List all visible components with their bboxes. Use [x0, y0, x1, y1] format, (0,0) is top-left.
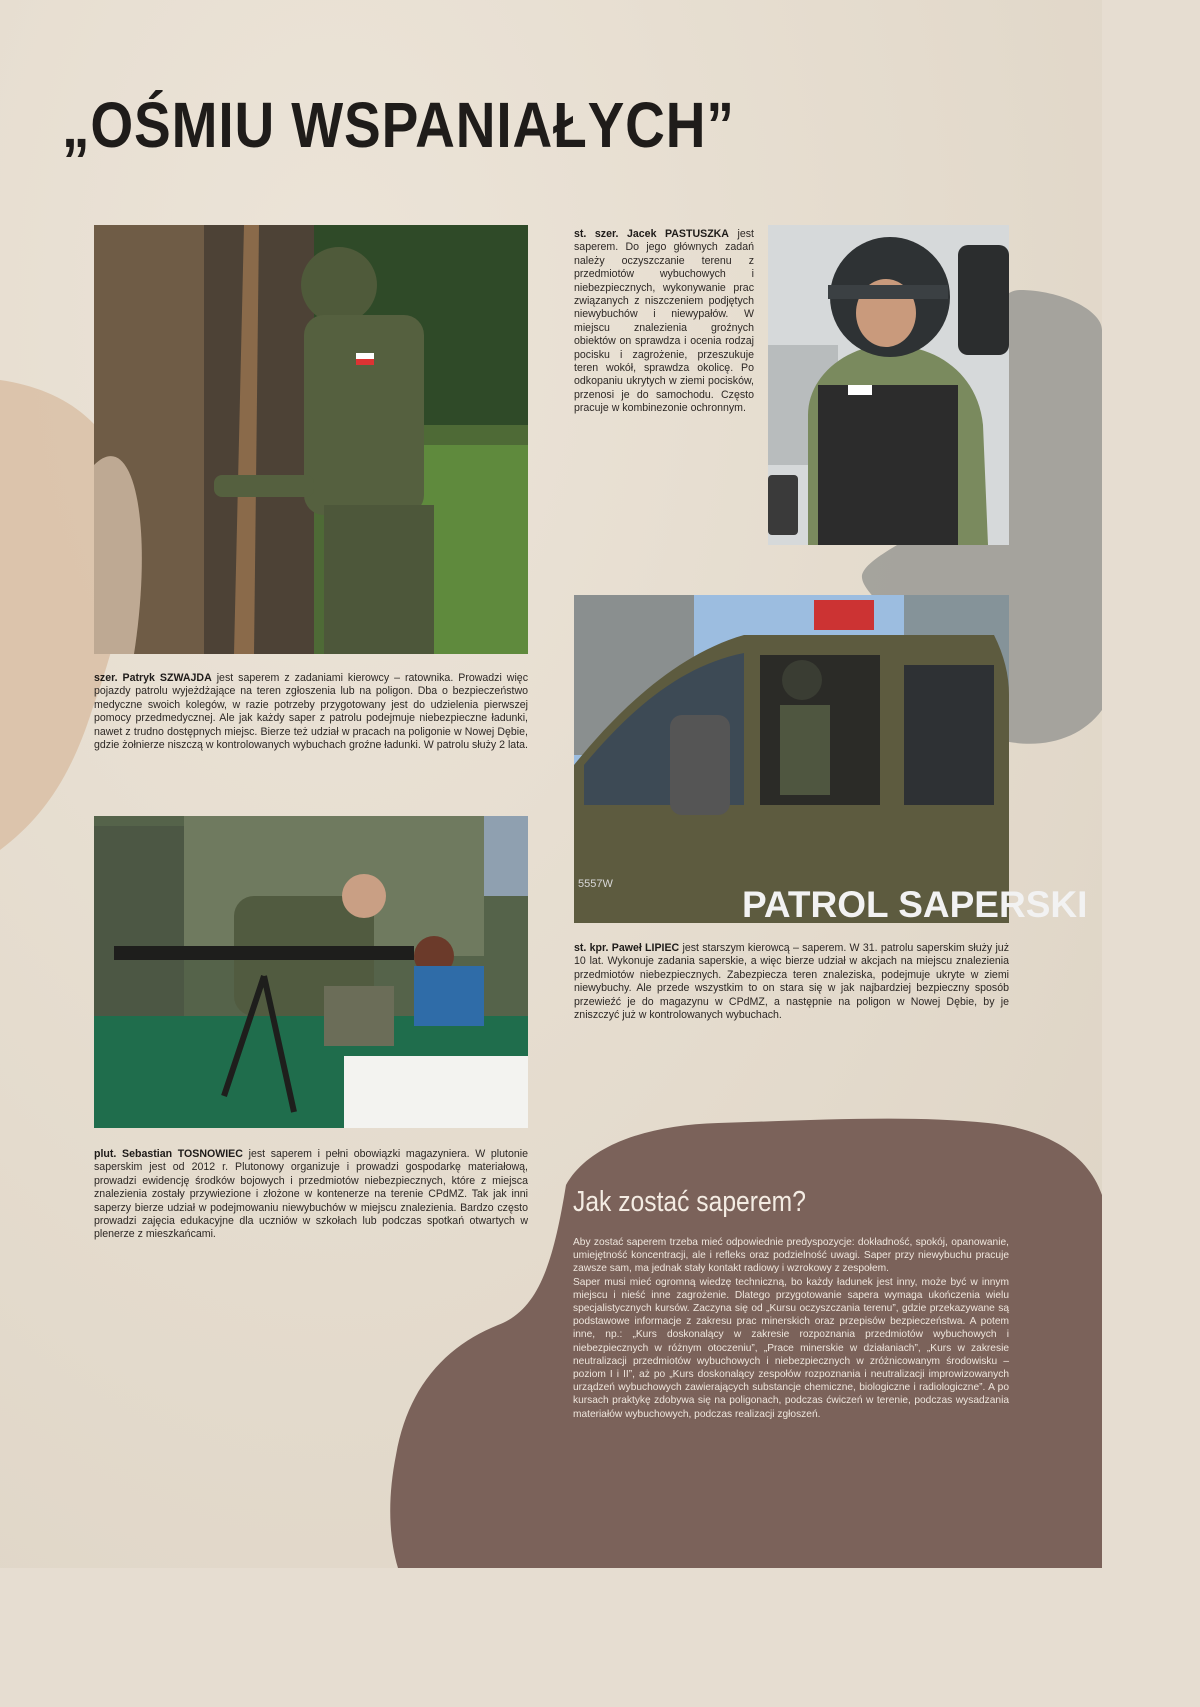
- photo-weapon-demo: [94, 816, 528, 1128]
- howto-heading: Jak zostać saperem?: [573, 1186, 806, 1218]
- howto-body: [573, 1236, 1009, 1421]
- howto-paragraph: Aby zostać saperem trzeba mieć odpowiednie predyspozycje: dokładność, spokój, opanowanie, umiejętność koncentracji, ale i refleks oraz podzielność uwagi. Saper przy niewybuchu pracuje zawsze sam, ma jednak stały kontakt radiowy i wzrokowy z zespołem.: [573, 1237, 1009, 1275]
- van-plate: 5557W: [578, 878, 613, 890]
- bio-text: jest saperem i pełni obowiązki magazyniera. W plutonie saperskim jest od 2012 r. Plutonowy organizuje i prowadzi gospodarkę materiałową, prowadzi ewidencję środków bojowych i przedmiotów niebezpiecznych, które z miejsca znalezienia zostały przywiezione i złożone w kontenerze na terenie CPdMZ. Tak jak inni saperzy bierze udział w podejmowaniu niewybuchów w miejscu znalezienia. Bardzo często prowadzi zajęcia edukacyjne dla uczniów w szkołach lub podczas spotkań otwartych w plenerze z mieszkańcami.: [94, 1148, 528, 1241]
- howto-paragraph: Saper musi mieć ogromną wiedzę techniczną, bo każdy ładunek jest inny, może być w innym miejscu i nieść inne zagrożenie. Dlatego przygotowanie sapera wymaga ukończenia wielu specjalistycznych kursów. Zaczyna się od „Kursu oczyszczania terenu”, gdzie przekazywane są podstawowe informacje z zakresu prac minerskich oraz przepisów bezpieczeństwa. A potem inne, np.: „Kurs doskonalący w zakresie rozpoznania przedmiotów wybuchowych i niebezpiecznych w różnym otoczeniu”, „Prace minerskie w działaniach”, „Kurs w zakresie neutralizacji przedmiotów wybuchowych i niebezpiecznych w zróżnicowanym środowisku – poziom I i II”, aż po „Kurs doskonalący zespołów rozpoznania i neutralizacji improwizowanych urządzeń wybuchowych zawierających substancje chemiczne, biologiczne i radiologiczne”. A po kursach praktykę zdobywa się na poligonach, podczas ćwiczeń w terenie, podczas wysadzania materiałów wybuchowych, podczas realizacji zgłoszeń.: [573, 1276, 1009, 1420]
- van-lettering: PATROL SAPERSKI: [742, 884, 1088, 925]
- bio-text: jest saperem z zadaniami kierowcy – ratownika. Prowadzi więc pojazdy patrolu wyjeżdżające na teren zgłoszenia lub na poligon. Dba o bezpieczeństwo medyczne swoich kolegów, w razie potrzeby przygotowany jest do udzielenia pierwszej pomocy przedmedycznej. Ale jak każdy saper z patrolu podejmuje niebezpieczne ładunki, nawet z trudno dostępnych miejsc. Bierze też udział w pracach na poligonie w Nowej Dębie, gdzie żołnierze niszczą w kontrolowanych wybuchach groźne ładunki. W patrolu służy 2 lata.: [94, 672, 528, 752]
- bio-name: st. kpr. Paweł LIPIEC: [574, 942, 680, 954]
- bio-lipiec: [574, 942, 1009, 1022]
- photo-soldier-woods: [94, 225, 528, 654]
- bio-text: jest saperem. Do jego głównych zadań należy oczyszczanie terenu z przedmiotów wybuchowych i niebezpiecznych, wykonywanie prac związanych z niszczeniem podjętych niewybuchów i niewypałów. W miejscu znalezienia groźnych obiektów on sprawdza i ocenia rodzaj pocisku i zagrożenie, przeszukuje teren wokół, sprawdza okolicę. Po odkopaniu ukrytych w ziemi pocisków, przenosi je do samochodu. Często pracuje w kombinezonie ochronnym.: [574, 228, 754, 415]
- bio-szwajda: [94, 672, 528, 752]
- bio-name: st. szer. Jacek PASTUSZKA: [574, 228, 729, 240]
- bio-pastuszka: [574, 228, 754, 416]
- bio-name: plut. Sebastian TOSNOWIEC: [94, 1148, 243, 1160]
- page-title: „OŚMIU WSPANIAŁYCH”: [62, 89, 735, 161]
- bio-text: jest starszym kierowcą – saperem. W 31. patrolu saperskim służy już 10 lat. Wykonuje zadania saperskie, a więc bierze udział w akcjach na miejscu znalezienia przedmiotów niebezpiecznych. Zabezpiecza teren znaleziska, podejmuje ukryte w ziemi niewybuchy. Ale przede wszystkim to on stara się w jak najbardziej bezpieczny sposób przewieźć je do magazynu w CPdMZ, a następnie na poligon w Nowej Dębie, by je zniszczyć już w kontrolowanych wybuchach.: [574, 942, 1009, 1022]
- bio-name: szer. Patryk SZWAJDA: [94, 672, 212, 684]
- bio-tosnowiec: [94, 1148, 528, 1242]
- photo-bomb-suit: [768, 225, 1009, 545]
- photo-patrol-van: [574, 595, 1088, 925]
